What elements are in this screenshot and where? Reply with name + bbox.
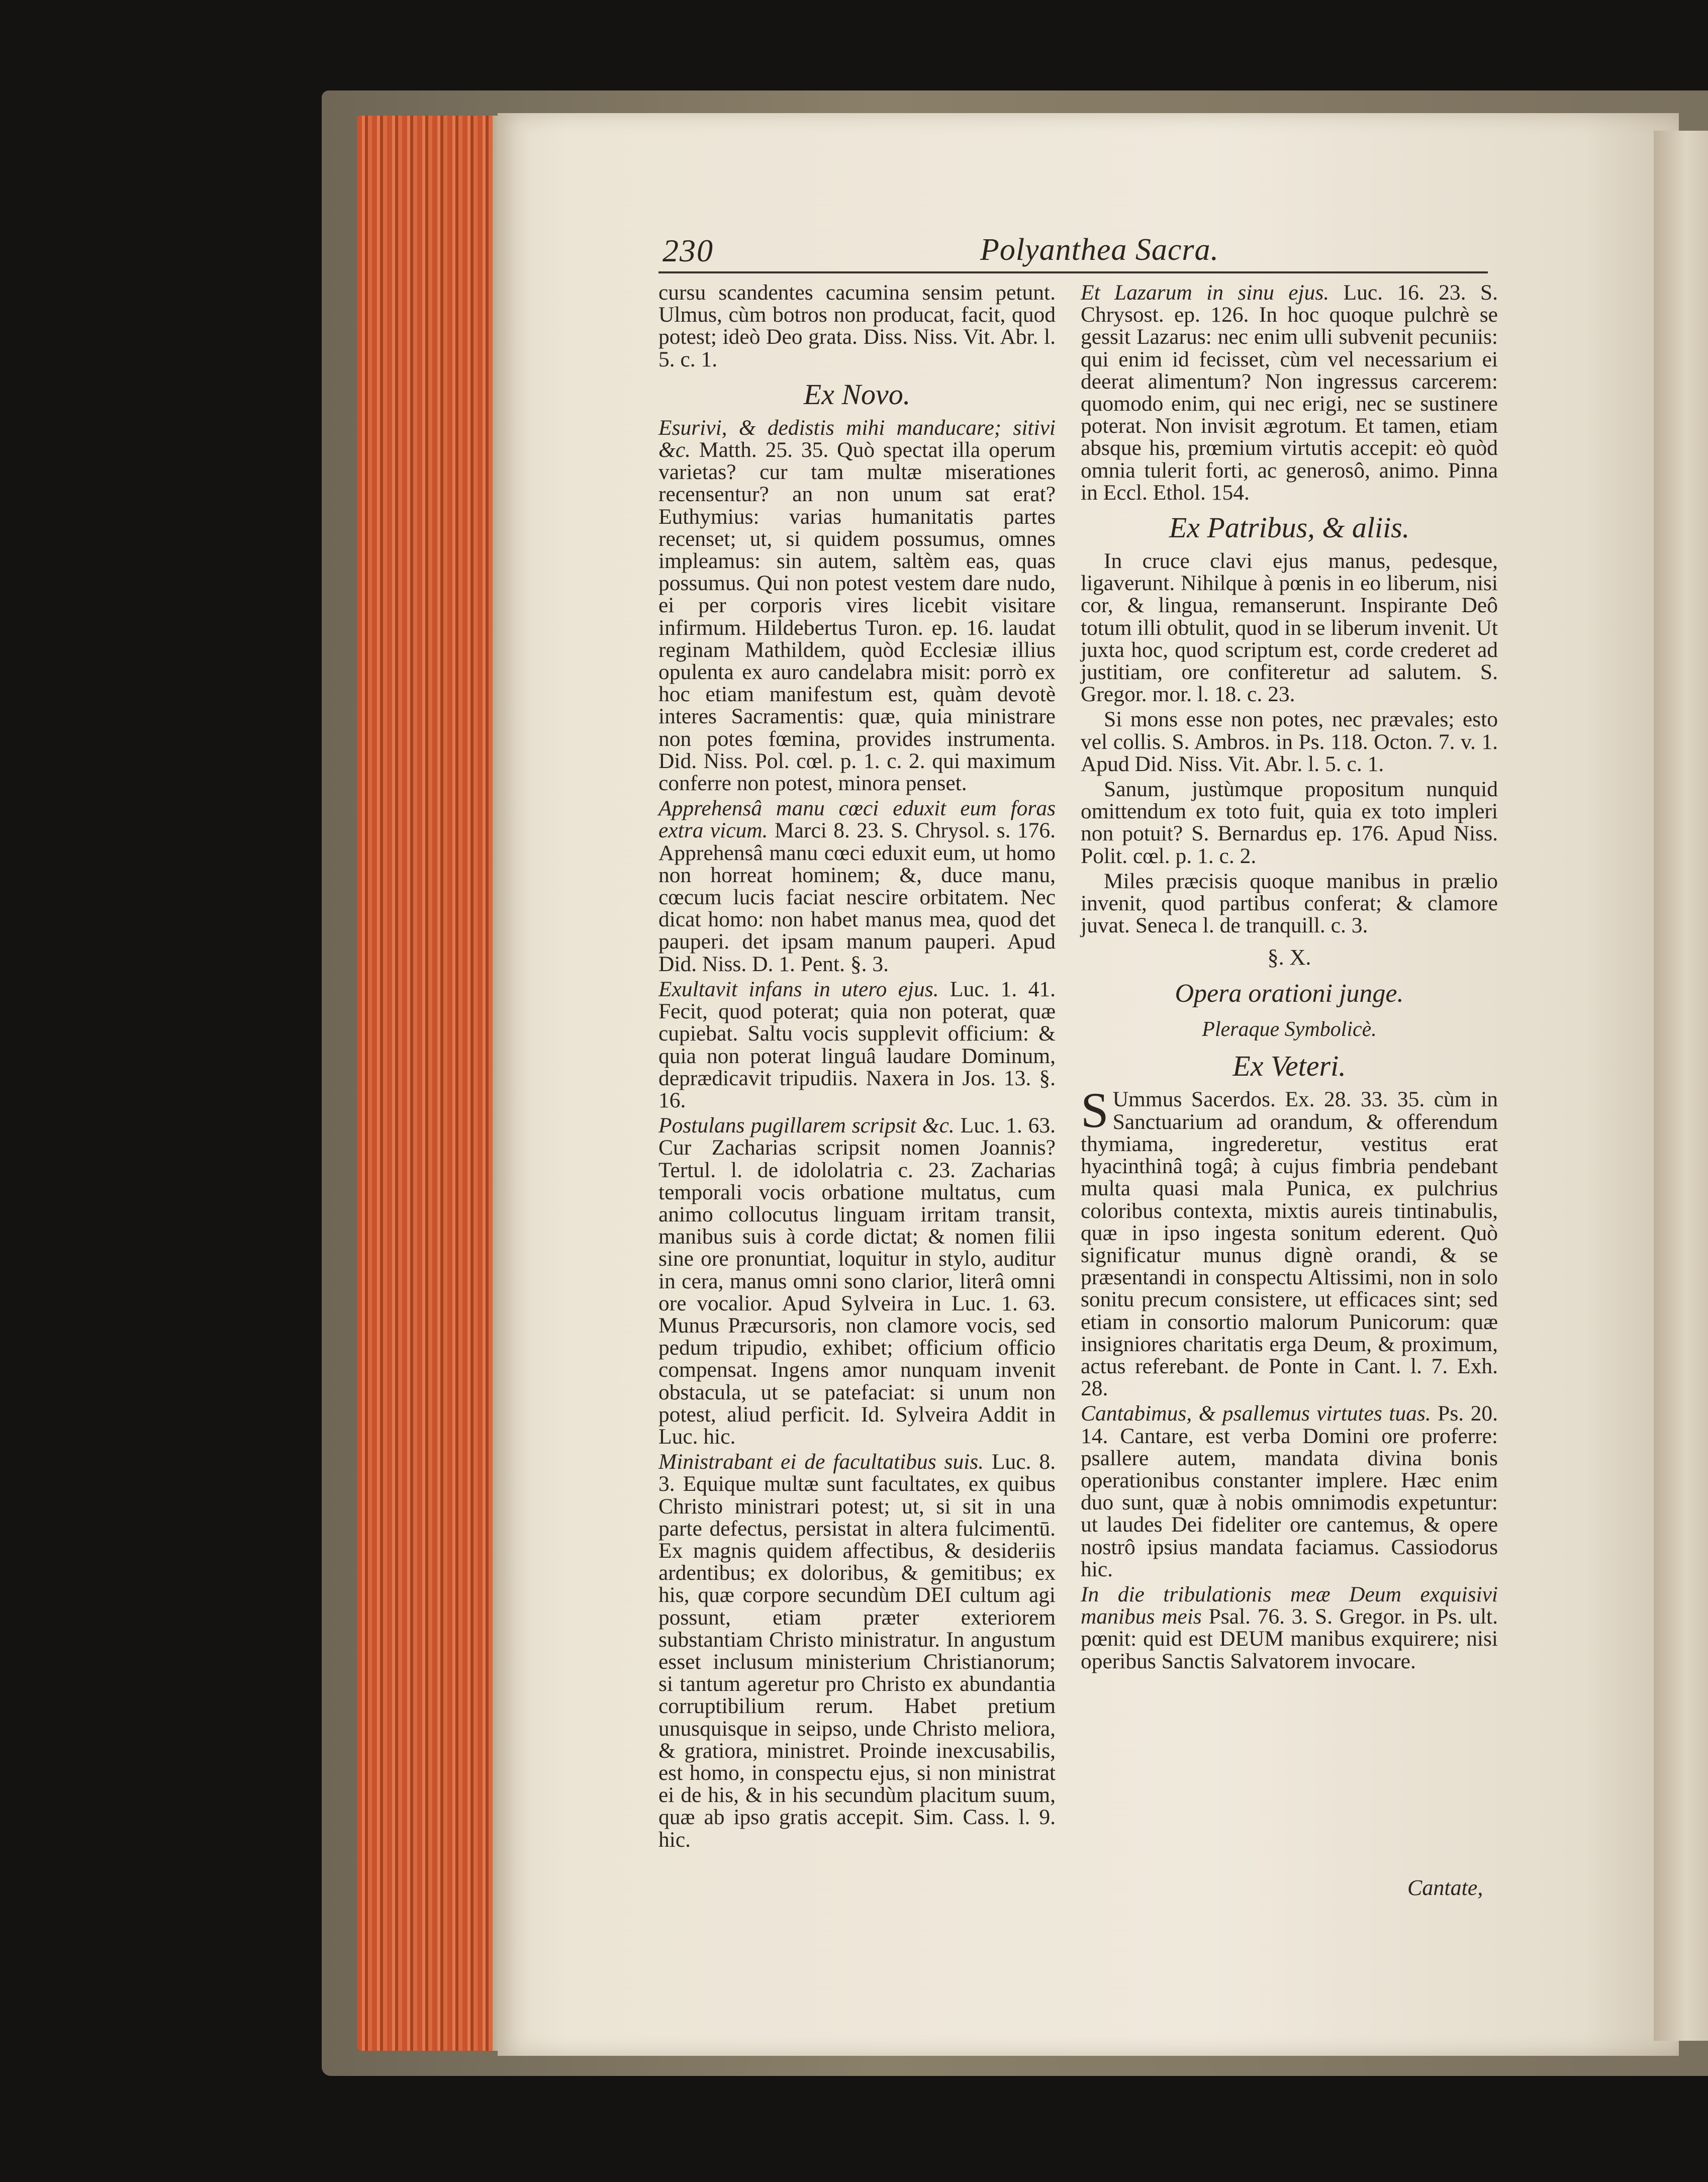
page-edges: [357, 116, 508, 2051]
paragraph: [1081, 708, 1498, 775]
paragraph-text: Si mons esse non potes, nec prævales; esto vel collis. S. Ambros. in Ps. 118. Octon. 7. v. 1. Apud Did. Niss. Vit. Abr. l. 5. c. 1.: [1081, 707, 1498, 776]
header-rule: [658, 271, 1488, 273]
lemma: Et Lazarum in sinu ejus.: [1081, 280, 1330, 305]
paragraph-text: In cruce clavi ejus manus, pedesque, ligaverunt. Nihilque à pœnis in eo liberum, nisi cor, & lingua, remanserunt. Inspirante Deô totum illi obtulit, quod in se liberum invenit. Ut juxta hoc, quod scriptum est, corde crederet ad justitiam, ore confiteretur ad salutem. S. Gregor. mor. l. 18. c. 23.: [1081, 549, 1498, 707]
lemma: Esurivi, & dedistis mihi manducare; sitivi &c.: [658, 415, 1056, 462]
right-column: [1081, 281, 1498, 1675]
paragraph: [1081, 1082, 1498, 1401]
section-section: §. X.: [1267, 945, 1311, 970]
paragraph: [1081, 1402, 1498, 1580]
paragraph-text: Luc. 1. 63. Cur Zacharias scripsit nomen Joannis? Tertul. l. de idololatria c. 23. Zacharias temporali vocis orbatione multatus, cum animo collocutus linguam irritam transit, manibus suis à corde dictat; & nomen filii sine ore pronuntiat, loquitur in stylo, auditur in cera, manus omni sono clarior, literâ omni ore vocalior. Apud Sylveira in Luc. 1. 63. Munus Præcursoris, non clamore vocis, sed pedum tripudio, exhibet; officium officio compensat. Ingens amor nunquam invenit obstacula, ut se patefaciat: si unum non potest, aliud perficit. Id. Sylveira Addit in Luc. hic.: [658, 1113, 1056, 1449]
lemma: Ministrabant ei de facultatibus suis.: [658, 1450, 984, 1474]
left-column: [658, 281, 1056, 1854]
paragraph: [1081, 550, 1498, 705]
page-number: 230: [662, 233, 714, 268]
paragraph: [658, 1114, 1056, 1448]
paragraph: [658, 417, 1056, 794]
paragraph: [1081, 870, 1498, 937]
paragraph: [658, 797, 1056, 975]
section-subtitle: Pleraque Symbolicè.: [1202, 1018, 1377, 1041]
paragraph-text: Matth. 25. 35. Quò spectat illa operum varietas? cur tam multæ miserationes recensentur? an non unum sat erat? Euthymius: varias humanitatis partes recenset; ut, si quidem possumus, omnes impleamus: sin autem, saltèm eas, quas possumus. Qui non potest vestem dare nudo, ei per corporis vires licebit visitare infirmum. Hildebertus Turon. ep. 16. laudat reginam Mathildem, quòd Ecclesiæ illius opulenta ex auro candelabra misit: porrò ex hoc etiam manifestum est, quàm devotè interes Sacramentis: quæ, quia ministrare non potes fœmina, provides instrumenta. Did. Niss. Pol. cœl. p. 1. c. 2. qui maximum conferre non potest, minora penset.: [658, 438, 1056, 796]
lemma: In die tribulationis meæ Deum exquisivi manibus meis: [1081, 1582, 1498, 1629]
paragraph-text: Ummus Sacerdos. Ex. 28. 33. 35. cùm in Sanctuarium ad orandum, & offerendum thymiama, ingrederetur, vestitus erat hyacinthinâ togâ; à cujus fimbria pendebant multa quasi mala Punica, ex pulchrius coloribus contexta, mixtis aureis tintinabulis, quæ in ipso ingesta sonitum ederent. Quò significatur munus dignè orandi, & se præsentandi in conspectu Altissimi, non in solo sonitu precum consistere, ut efficaces sint; sed etiam in consortio malorum Punicorum: quæ insigniores charitatis erga Deum, & proximum, actus referebant. de Ponte in Cant. l. 7. Exh. 28.: [1081, 1087, 1498, 1401]
paragraph-text: cursu scandentes cacumina sensim petunt. Ulmus, cùm botros non producat, facit, quod potest; ideò Deo grata. Diss. Niss. Vit. Abr. l. 5. c. 1.: [658, 280, 1056, 371]
paragraph-text: Miles præcisis quoque manibus in prælio invenit, quod partibus conferat; & clamore juvat. Seneca l. de tranquill. c. 3.: [1081, 869, 1498, 938]
drop-cap: S: [1081, 1082, 1109, 1139]
paragraph: [658, 1451, 1056, 1851]
paragraph-text: Marci 8. 23. S. Chrysol. s. 176. Apprehensâ manu cœci eduxit eum, ut homo non horreat hominem; &, duce manu, cœcum lucis faciat nescire orbitatem. Nec dicat homo: non habet manus mea, quod det pauperi. det ipsam manum pauperi. Apud Did. Niss. D. 1. Pent. §. 3.: [658, 818, 1056, 976]
lemma: Exultavit infans in utero ejus.: [658, 977, 939, 1001]
paragraph: [658, 281, 1056, 370]
paragraph-text: Sanum, justùmque propositum nunquid omittendum ex toto fuit, quia ex toto impleri non potuit? S. Bernardus ep. 176. Apud Niss. Polit. cœl. p. 1. c. 2.: [1081, 777, 1498, 868]
paragraph-text: Luc. 8. 3. Equique multæ sunt facultates, ex quibus Christo ministrari potest; ut, si sit in una parte defectus, persistat in altera fulcimentū. Ex magnis quidem affectibus, & desideriis ardentibus; ex doloribus, & gemitibus; ex his, quæ corpore secundùm DEI cultum agi possunt, etiam præter exteriorem substantiam Christo ministratur. In angustum esset inclusum ministerium Christianorum; si tantum ageretur pro Christo ex abundantia corruptibilium rerum. Habet pretium unusquisque in seipso, unde Christo meliora, & gratiora, ministret. Proinde inexcusabilis, est homo, in conspectu ejus, si non ministrat ei de his, & in his secundùm placitum suum, quæ ab ipso gratis accepit. Sim. Cass. l. 9. hic.: [658, 1450, 1056, 1852]
paragraph-text: Luc. 16. 23. S. Chrysost. ep. 126. In hoc quoque pulchrè se gessit Lazarus: nec enim ulli subvenit pecuniis: qui enim id fecisset, cùm vel necessarium ei deerat alimentum? Non ingressus carcerem: quomodo enim, qui nec erigi, nec se sustinere poterat. Non invisit ægrotum. Et tamen, etiam absque his, prœmium virtutis accepit: eò quòd omnia tulerit forti, ac generosô, animo. Pinna in Eccl. Ethol. 154.: [1081, 280, 1498, 505]
paragraph: [1081, 281, 1498, 504]
lemma: Postulans pugillarem scripsit &c.: [658, 1113, 955, 1138]
paragraph-text: Psal. 76. 3. S. Gregor. in Ps. ult. pœnit: quid est DEUM manibus exquirere; nisi operibus Sanctis Salvatorem invocare.: [1081, 1604, 1498, 1673]
running-title: Polyanthea Sacra.: [980, 233, 1219, 267]
lemma: Apprehensâ manu cœci eduxit eum foras extra vicum.: [658, 796, 1056, 843]
lemma: Cantabimus, & psallemus virtutes tuas.: [1081, 1401, 1431, 1426]
facing-page-edge: [1654, 131, 1708, 2041]
paragraph: [658, 978, 1056, 1111]
paragraph-text: Ps. 20. 14. Cantare, est verba Domini ore proferre: psallere autem, mandata divina bonis operationibus constanter implere. Hæc enim duo sunt, quæ à nobis omnimodis expetuntur: ut laudes Dei fideliter ore cantemus, & opere nostrô ipsius mandata faciamus. Cassiodorus hic.: [1081, 1401, 1498, 1581]
section-heading: Ex Novo.: [803, 377, 911, 411]
section-title: Opera orationi junge.: [1175, 979, 1404, 1008]
paragraph-text: Luc. 1. 41. Fecit, quod poterat; quia non poterat, quæ cupiebat. Saltu vocis supplevit officium: & quia non poterat linguâ laudare Dominum, deprædicavit tripudiis. Naxera in Jos. 13. §. 16.: [658, 977, 1056, 1112]
catchword: Cantate,: [1407, 1875, 1483, 1900]
section-heading: Ex Patribus, & aliis.: [1169, 511, 1410, 544]
paragraph: [1081, 1583, 1498, 1672]
paragraph: [1081, 778, 1498, 867]
section-heading: Ex Veteri.: [1232, 1050, 1346, 1083]
